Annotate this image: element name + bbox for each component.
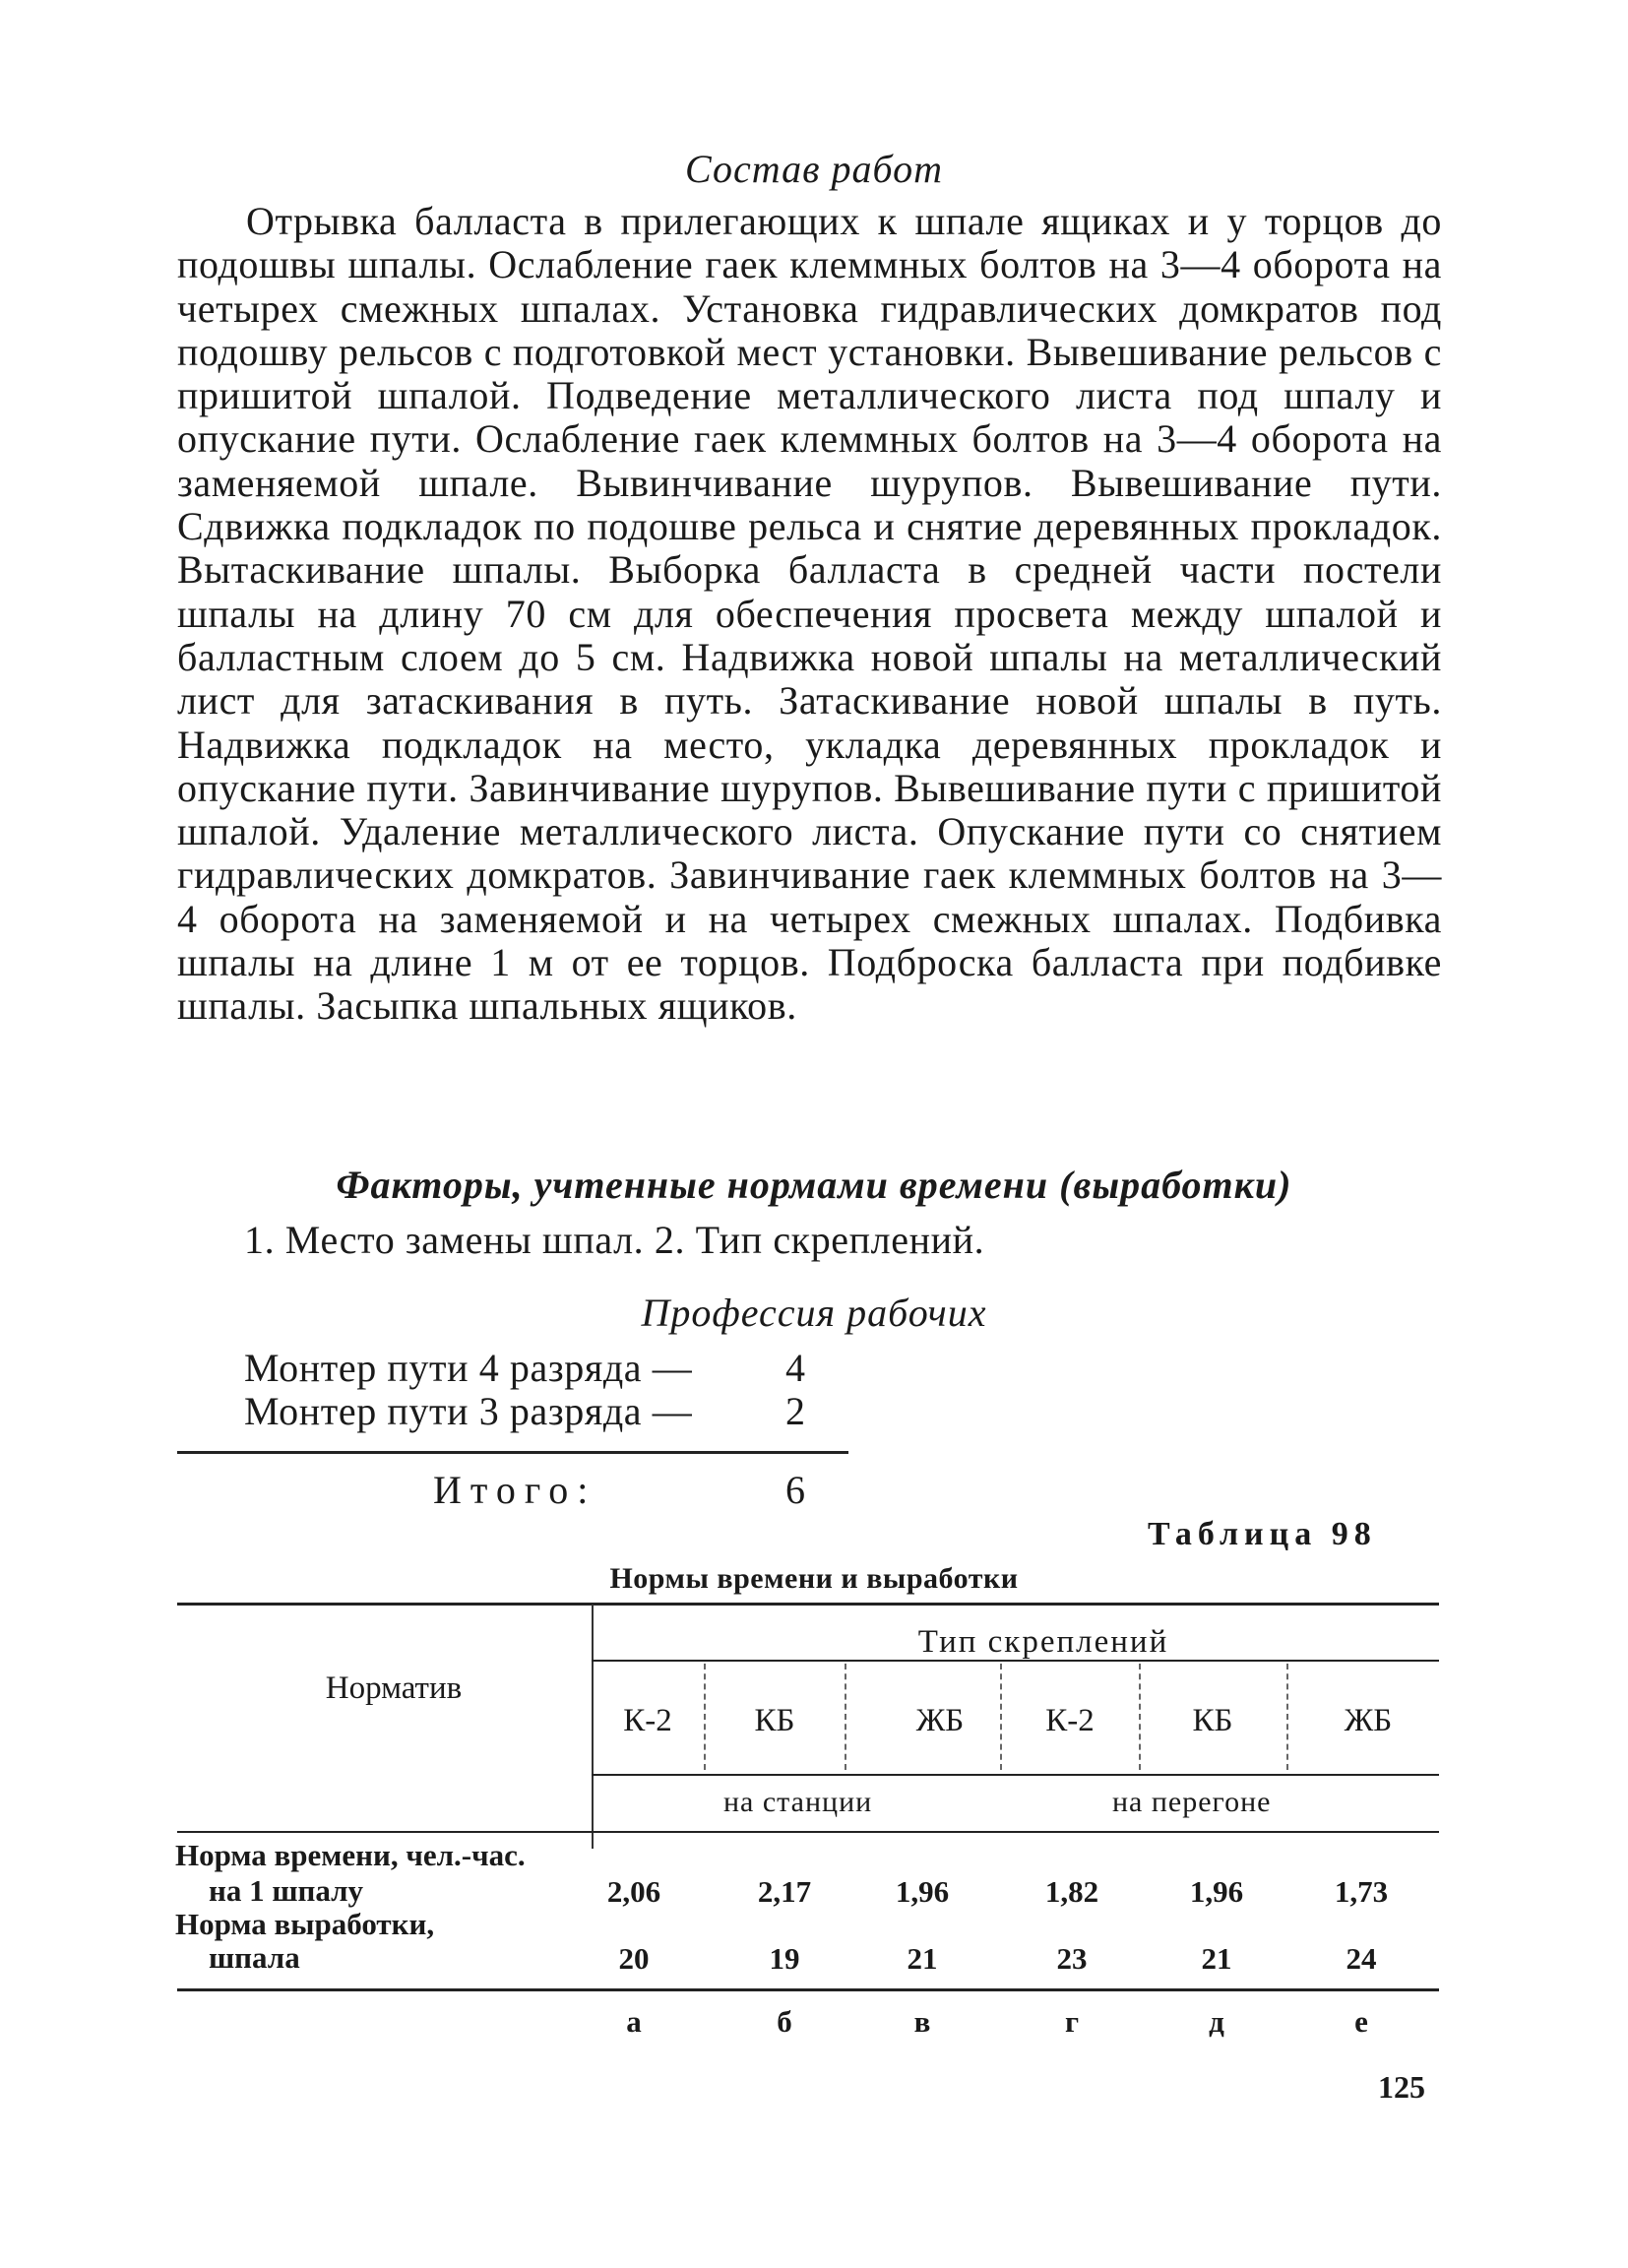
location-label: на станции [723, 1786, 873, 1818]
table-cell: 21 [1201, 1941, 1232, 1976]
table-cell: 2,06 [606, 1874, 661, 1909]
column-letter: а [626, 2004, 642, 2039]
column-header: КБ [754, 1703, 795, 1738]
composition-text [177, 200, 1442, 1029]
column-header: ЖБ [1344, 1703, 1393, 1738]
workers-total-rule [177, 1451, 848, 1454]
composition-title: Состав работ [685, 147, 943, 191]
workers-title: Профессия рабочих [641, 1291, 987, 1335]
table-corner-label: Норматив [325, 1670, 463, 1706]
workers-total-label: Итого: [433, 1468, 597, 1512]
column-divider [845, 1664, 846, 1770]
column-header: К-2 [623, 1703, 672, 1738]
worker-row-label: Монтер пути 3 разряда — [244, 1389, 693, 1433]
column-header: ЖБ [915, 1703, 965, 1738]
table-cell: 1,96 [1189, 1874, 1244, 1909]
column-header: К-2 [1045, 1703, 1095, 1738]
table-cell: 24 [1346, 1941, 1377, 1976]
table-header-rule [177, 1831, 1439, 1833]
table-caption: Таблица 98 [1148, 1516, 1377, 1552]
table-cell: 19 [769, 1941, 800, 1976]
table-top-rule [177, 1603, 1439, 1606]
table-cell: 1,82 [1044, 1874, 1099, 1909]
row-label-line2: на 1 шпалу [209, 1873, 364, 1908]
factors-text: 1. Место замены шпал. 2. Тип скреплений. [244, 1218, 985, 1262]
column-divider [1286, 1664, 1288, 1770]
table-cell: 20 [618, 1941, 650, 1976]
column-header: КБ [1192, 1703, 1233, 1738]
worker-row-count: 4 [785, 1346, 806, 1390]
worker-row-count: 2 [785, 1389, 806, 1433]
table-stub-divider [592, 1605, 594, 1849]
workers-total-value: 6 [785, 1468, 806, 1512]
table-cell: 23 [1056, 1941, 1088, 1976]
table-cell: 1,96 [895, 1874, 950, 1909]
location-label: на перегоне [1112, 1786, 1272, 1818]
table-cell: 1,73 [1334, 1874, 1389, 1909]
table-title: Нормы времени и выработки [609, 1562, 1019, 1595]
page-number: 125 [1378, 2069, 1425, 2105]
row-label-line2: шпала [209, 1940, 300, 1975]
column-letter: г [1064, 2004, 1080, 2039]
column-letter: б [777, 2004, 792, 2039]
column-letter: в [913, 2004, 931, 2039]
table-cell: 21 [907, 1941, 938, 1976]
table-group-header: Тип скреплений [917, 1624, 1169, 1660]
table-bottom-rule [177, 1988, 1439, 1991]
column-divider [1139, 1664, 1141, 1770]
worker-row-label: Монтер пути 4 разряда — [244, 1346, 693, 1390]
row-label-line1: Норма времени, чел.-час. [175, 1838, 526, 1872]
row-label-line1: Норма выработки, [175, 1907, 435, 1941]
column-letter: д [1209, 2004, 1224, 2039]
table-cell: 2,17 [757, 1874, 812, 1909]
factors-title: Факторы, учтенные нормами времени (выработки) [336, 1163, 1292, 1207]
composition-paragraph: Отрывка балласта в прилегающих к шпале ящиках и у торцов до подошвы шпалы. Ослабление гаек клеммных болтов на 3—4 оборота на четырех смежных шпалах. Установка гидравлических домкратов под подошву рельсов с подготовкой мест установки. Вывешивание рельсов с пришитой шпалой. Подведение металлического листа под шпалу и опускание пути. Ослабление гаек клеммных болтов на 3—4 оборота на заменяемой шпале. Вывинчивание шурупов. Вывешивание пути. Сдвижка подкладок по подошве рельса и снятие деревянных прокладок. Вытаскивание шпалы. Выборка балласта в средней части постели шпалы на длину 70 см для обеспечения просвета между шпалой и балластным слоем до 5 см. Надвижка новой шпалы на металлический лист для затаскивания в путь. Затаскивание новой шпалы в путь. Надвижка подкладок на место, укладка деревянных прокладок и опускание пути. Завинчивание шурупов. Вывешивание пути с пришитой шпалой. Удаление металлического листа. Опускание пути со снятием гидравлических домкратов. Завинчивание гаек клеммных болтов на 3—4 оборота на заменяемой и на четырех смежных шпалах. Подбивка шпалы на длине 1 м от ее торцов. Подброска балласта при подбивке шпалы. Засыпка шпальных ящиков. [177, 199, 1442, 1029]
column-divider [704, 1664, 706, 1770]
table-columns-rule [592, 1774, 1439, 1776]
column-divider [1000, 1664, 1002, 1770]
column-letter: е [1354, 2004, 1368, 2039]
